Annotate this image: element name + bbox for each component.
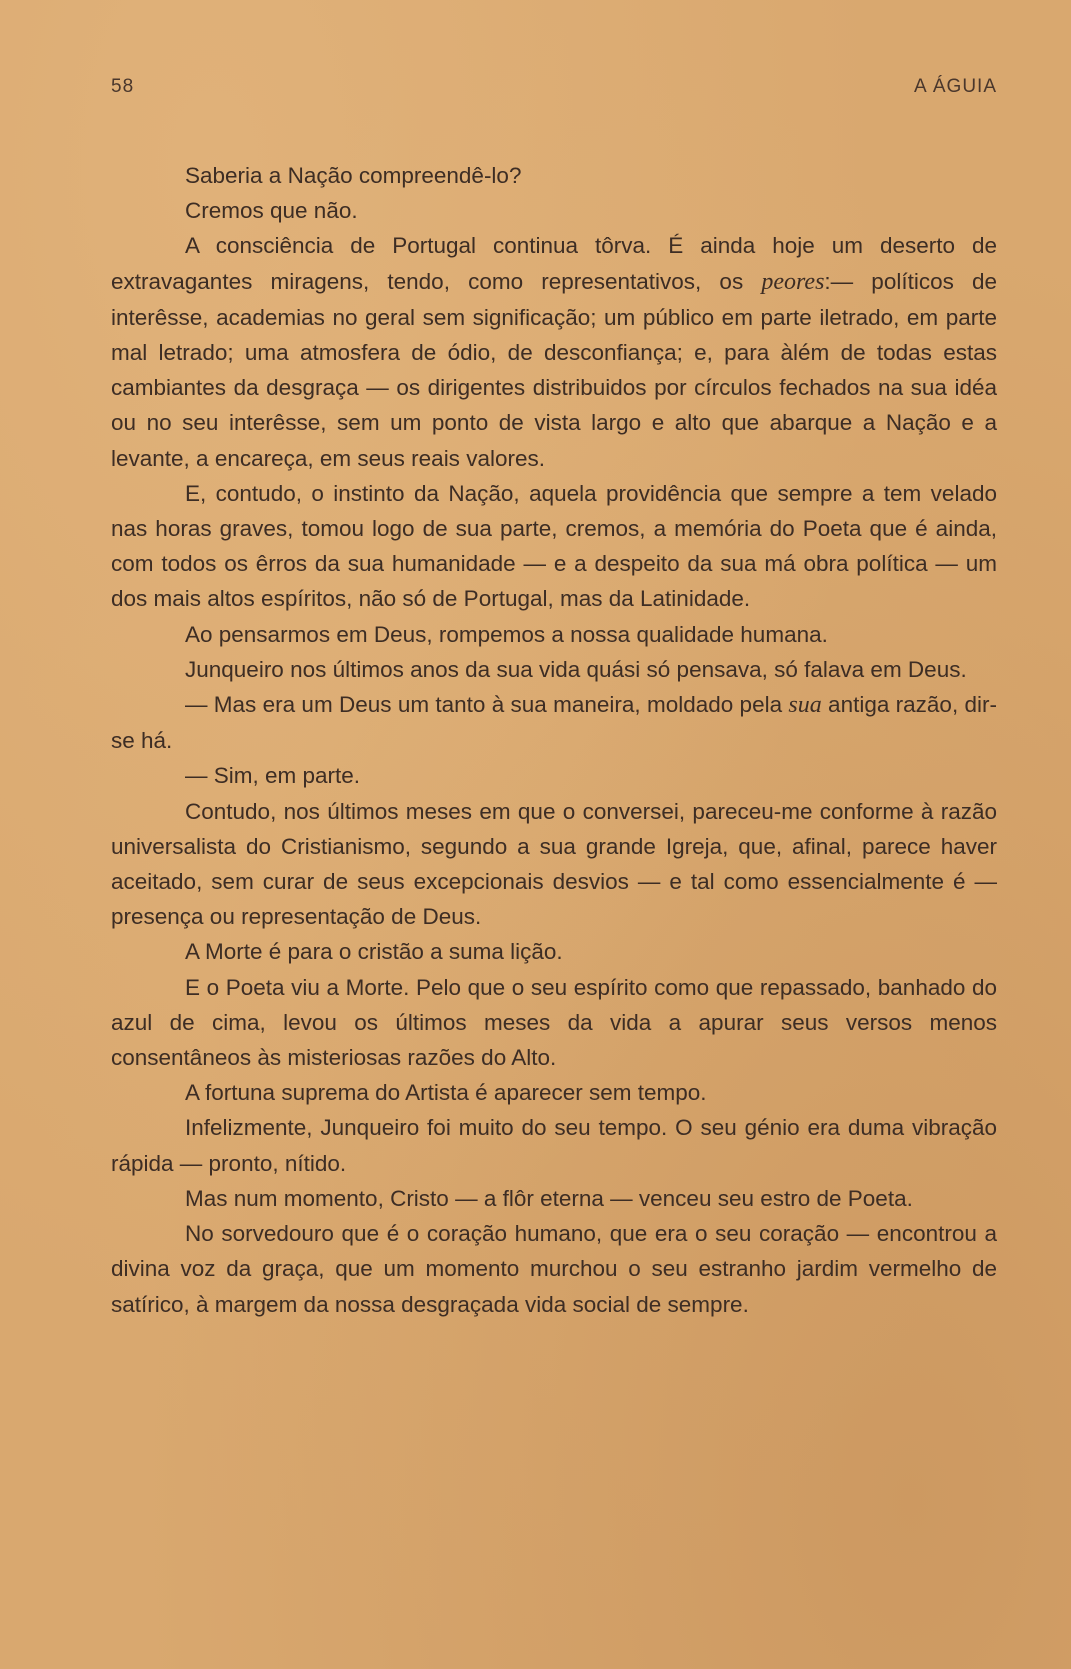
journal-title: A ÁGUIA — [913, 76, 997, 97]
paragraph-text: — Mas era um Deus um tanto à sua maneira, moldado pela — [185, 692, 789, 718]
paragraph: Junqueiro nos últimos anos da sua vida quási só pensava, só falava em Deus. — [185, 656, 967, 682]
paragraph: Ao pensarmos em Deus, rompemos a nossa qualidade humana. — [185, 621, 828, 647]
paragraph: Saberia a Nação compreendê-lo? — [185, 163, 522, 188]
paragraph — [111, 687, 997, 758]
paragraph: E, contudo, o instinto da Nação, aquela providência que sempre a tem velado nas horas graves, tomou logo de sua parte, cremos, a memória do Poeta que é ainda, com todos os êrros da sua humanidade — e a despeito da sua má obra política — um dos mais altos espíritos, não só de Portugal, mas da Latinidade. — [111, 480, 997, 612]
body-text — [111, 158, 997, 1322]
paragraph: Infelizmente, Junqueiro foi muito do seu tempo. O seu génio era duma vibração rápida — pronto, nítido. — [111, 1115, 997, 1176]
paragraph: A Morte é para o cristão a suma lição. — [185, 939, 563, 965]
paragraph — [111, 228, 997, 475]
running-head — [111, 76, 997, 106]
paragraph: A fortuna suprema do Artista é aparecer sem tempo. — [185, 1080, 707, 1106]
paragraph: E o Poeta viu a Morte. Pelo que o seu espírito como que repassado, banhado do azul de cima, levou os últimos meses da vida a apurar seus versos menos consentâneos às misteriosas razões do Alto. — [111, 974, 997, 1071]
emphasized-word: sua — [788, 692, 822, 719]
emphasized-word: peores — [761, 268, 825, 295]
paragraph: Contudo, nos últimos meses em que o conversei, pareceu-me conforme à razão universalista do Cristianismo, segundo a sua grande Igreja, que, afinal, parece haver aceitado, sem curar de seus excepcionais desvios — e tal como essencialmente é — presença ou representação de Deus. — [111, 798, 997, 930]
paragraph: Mas num momento, Cristo — a flôr eterna — venceu seu estro de Poeta. — [185, 1185, 913, 1211]
paragraph: — Sim, em parte. — [185, 763, 361, 789]
paragraph-text: :— políticos de interêsse, academias no geral sem significação; um público em parte iletrado, em parte mal letrado; uma atmosfera de ódio, de desconfiança; e, para àlém de todas estas cambiantes da desgraça — os dirigentes distribuidos por círculos fechados na sua idéa ou no seu interêsse, sem um ponto de vista largo e alto que abarque a Nação e a levante, a encareça, em seus reais valores. — [111, 268, 997, 471]
page-number: 58 — [111, 76, 135, 97]
paragraph: No sorvedouro que é o coração humano, que era o seu coração — encontrou a divina voz da graça, que um momento murchou o seu estranho jardim vermelho de satírico, à margem da nossa desgraçada vida social de sempre. — [111, 1221, 997, 1317]
paragraph-text: antiga razão, dir-se há. — [111, 692, 997, 754]
paragraph-text: A consciência de Portugal continua tôrva. É ainda hoje um deserto de extravagantes miragens, tendo, como representativos, os — [111, 233, 997, 294]
paragraph: Cremos que não. — [185, 198, 358, 224]
